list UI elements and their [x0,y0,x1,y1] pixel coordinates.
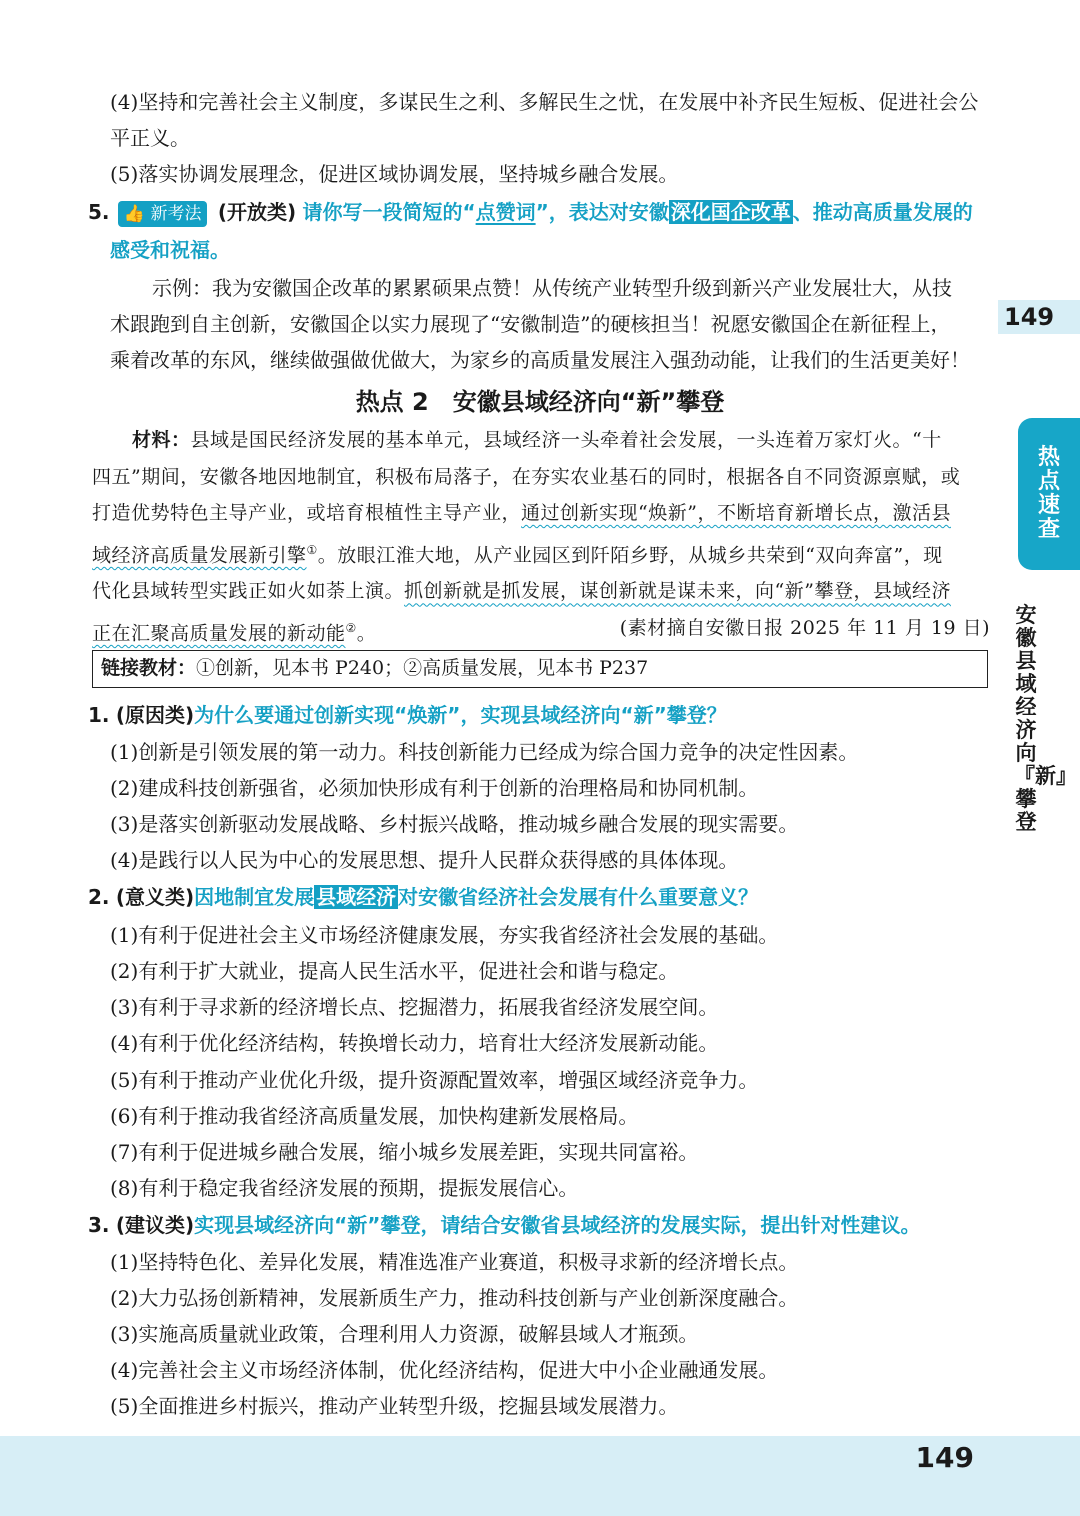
material-source: (素材摘自安徽日报 2025 年 11 月 19 日) [619,616,990,639]
answer-line: (3)是落实创新驱动发展战略、乡村振兴战略，推动城乡融合发展的现实需要。 [110,812,799,836]
hotspot-title: 热点 2 安徽县域经济向“新”攀登 [355,388,725,416]
answer-line: (3)实施高质量就业政策，合理利用人力资源，破解县域人才瓶颈。 [110,1322,699,1346]
answer-line: 平正义。 [110,126,190,150]
badge-label: 新考法 [150,203,202,224]
question-text: 请你写一段简短的“点赞词”，表达对安徽 深化国企改革 、推动高质量发展的 [302,200,973,224]
answer-line: (5)落实协调发展理念，促进区域协调发展，坚持城乡融合发展。 [110,162,679,186]
answer-line: (4)完善社会主义市场经济体制，优化经济结构，促进大中小企业融通发展。 [110,1358,779,1382]
answer-line: 乘着改革的东风，继续做强做优做大，为家乡的高质量发展注入强劲动能，让我们的生活更美好！ [110,348,970,372]
question-1: 1. (原因类)为什么要通过创新实现“焕新”，实现县域经济向“新”攀登？ [88,703,727,727]
answer-line: (5)有利于推动产业优化升级，提升资源配置效率，增强区域经济竞争力。 [110,1068,759,1092]
material-paragraph: 材料：县域是国民经济发展的基本单元，县域经济一头牵着社会发展，一头连着万家灯火。“十 四五”期间，安徽各地因地制宜，积极布局落子，在夯实农业基石的同时，根据各自不同资源禀赋，或 打造优势特色主导产业，或培育根植性主导产业，通过创新实现“焕新”，不断培育新增长点，激活县 域经济高质量发展新引擎①。放眼江淮大地，从产业园区到阡陌乡野，从城乡共荣到“双向奔富”，现 代化县域转型实践正如火如荼上演。抓创新就是抓发展，谋创新就是谋未来，向“新”攀登，县域经济 正在汇聚高质量发展的新动能②。 (素材摘自安徽日报 2025 年 11 月 19 日) [92,422,990,652]
question-3: 3. (建议类)实现县域经济向“新”攀登，请结合安徽省县域经济的发展实际，提出针对性建议。 [88,1213,921,1237]
question-type: (意义类) [115,885,195,909]
page-number: 149 [915,1441,974,1474]
question-text: 实现县域经济向“新”攀登，请结合安徽省县域经济的发展实际，提出针对性建议。 [194,1213,921,1237]
textbook-link-box: 链接教材：①创新，见本书 P240；②高质量发展，见本书 P237 [92,650,988,688]
answer-line: (1)坚持特色化、差异化发展，精准选准产业赛道，积极寻求新的经济增长点。 [110,1250,799,1274]
question-type: (建议类) [115,1213,195,1237]
thumb-icon: 👍 [123,203,146,224]
question-type: (开放类) [217,200,297,224]
question-number: 5. [88,200,110,224]
answer-line: (6)有利于推动我省经济高质量发展，加快构建新发展格局。 [110,1104,639,1128]
answer-line: (4)是践行以人民为中心的发展思想、提升人民群众获得感的具体体现。 [110,848,739,872]
answer-line: (8)有利于稳定我省经济发展的预期，提振发展信心。 [110,1176,579,1200]
new-exam-badge [118,201,208,227]
answer-line: (2)有利于扩大就业，提高人民生活水平，促进社会和谐与稳定。 [110,959,679,983]
answer-line: (2)大力弘扬创新精神，发展新质生产力，推动科技创新与产业创新深度融合。 [110,1286,799,1310]
answer-line: (1)有利于促进社会主义市场经济健康发展，夯实我省经济社会发展的基础。 [110,923,779,947]
answer-line: (7)有利于促进城乡融合发展，缩小城乡发展差距，实现共同富裕。 [110,1140,699,1164]
section-tab-label: 热点速查 [1037,445,1060,542]
question-text-cont: 感受和祝福。 [110,238,230,262]
answer-line: (5)全面推进乡村振兴，推动产业转型升级，挖掘县域发展潜力。 [110,1394,679,1418]
answer-line: (1)创新是引领发展的第一动力。科技创新能力已经成为综合国力竞争的决定性因素。 [110,740,859,764]
question-text: 因地制宜发展 县域经济 对安徽省经济社会发展有什么重要意义？ [194,885,759,909]
answer-line: (2)建成科技创新强省，必须加快形成有利于创新的治理格局和协同机制。 [110,776,759,800]
answer-line: (4)有利于优化经济结构，转换增长动力，培育壮大经济发展新动能。 [110,1031,719,1055]
question-2: 2. (意义类)因地制宜发展 县域经济 对安徽省经济社会发展有什么重要意义？ [88,885,759,909]
question-text: 为什么要通过创新实现“焕新”，实现县域经济向“新”攀登？ [194,703,727,727]
answer-line: (3)有利于寻求新的经济增长点、挖掘潜力，拓展我省经济发展空间。 [110,995,719,1019]
side-page-tag: 149 [998,300,1080,334]
answer-line: 术跟跑到自主创新，安徽国企以实力展现了“安徽制造”的硬核担当！祝愿安徽国企在新征程上， [110,312,951,336]
question-5 [88,194,973,230]
question-type: (原因类) [115,703,195,727]
answer-line: (4)坚持和完善社会主义制度，多谋民生之利、多解民生之忧，在发展中补齐民生短板、促进社会公 [110,90,979,114]
vertical-topic-title: 安徽县域经济向『新』攀登 [1014,603,1077,834]
answer-line: 示例：我为安徽国企改革的累累硕果点赞！从传统产业转型升级到新兴产业发展壮大，从技 [152,276,952,300]
section-tab[interactable] [1018,418,1080,570]
